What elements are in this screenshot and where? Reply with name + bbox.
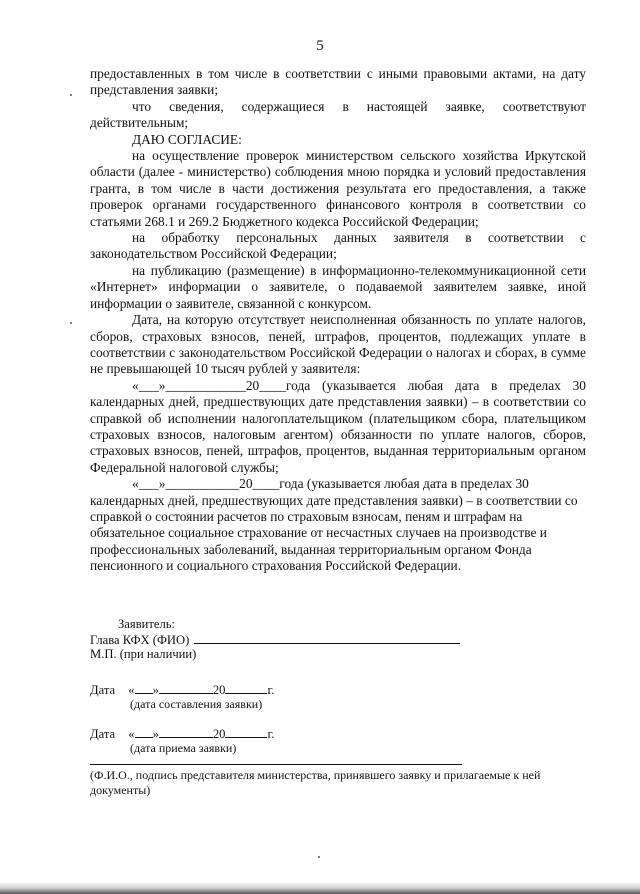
applicant-label: Заявитель: bbox=[118, 617, 175, 631]
scan-speck bbox=[70, 322, 72, 324]
paragraph-publication: на публикацию (размещение) в информационно-телекоммуникационной сети «Интернет» информации о заявителе, о подаваемой заявителем заявке, иной информации о заявителе, связанной с конкурсом. bbox=[90, 262, 586, 311]
head-label: Глава КФХ (ФИО) bbox=[90, 633, 190, 647]
paragraph-personal-data: на обработку персональных данных заявителя в соответствии с законодательством Российской Федерации; bbox=[90, 230, 586, 262]
year-line[interactable] bbox=[225, 682, 267, 694]
compiled-date-row: Дата « » 20 г. bbox=[90, 683, 275, 697]
head-row bbox=[90, 632, 590, 647]
paragraph-2: что сведения, содержащиеся в настоящей заявке, соответствуют действительным; bbox=[90, 98, 586, 131]
date-label: Дата bbox=[90, 683, 116, 697]
paragraph-inspections: на осуществление проверок министерством сельского хозяйства Иркутской области (далее - министерство) соблюдения мною порядка и условий предоставления гранта, в том числе в части достижения результата его предоставления, а также проверок органами государственного финансового контроля в соответствии со статьями 268.1 и 269.2 Бюджетного кодекса Российской Федерации; bbox=[90, 148, 586, 229]
body-text bbox=[90, 66, 586, 575]
consent-heading: ДАЮ СОГЛАСИЕ: bbox=[132, 131, 242, 147]
received-caption: (дата приема заявки) bbox=[130, 741, 237, 755]
day-line[interactable] bbox=[135, 726, 153, 738]
page-number: 5 bbox=[316, 38, 324, 54]
scan-speck bbox=[70, 94, 72, 96]
signature-block bbox=[90, 617, 590, 756]
date-label: Дата bbox=[90, 727, 116, 741]
month-line[interactable] bbox=[159, 726, 213, 738]
signature-line[interactable] bbox=[90, 764, 462, 765]
scan-edge bbox=[0, 882, 640, 894]
paragraph-tax-certificate: «___»____________20____года (указывается любая дата в пределах 30 календарных дней, предшествующих дате представления заявки) – в соответствии со справкой об исполнении налогоплательщиком (плательщиком сбора, плательщиком страховых взносов, налоговым агентом) обязанности по уплате налогов, сборов, страховых взносов, пеней, штрафов, процентов, выданная территориальным органом Федеральной налоговой службы; bbox=[90, 377, 586, 475]
paragraph-1: предоставленных в том числе в соответствии с иными правовыми актами, на дату представления заявки; bbox=[90, 66, 586, 98]
year-line[interactable] bbox=[225, 726, 267, 738]
compiled-caption: (дата составления заявки) bbox=[130, 697, 263, 711]
day-line[interactable] bbox=[135, 682, 153, 694]
representative-caption: (Ф.И.О., подпись представителя министерства, принявшего заявку и прилагаемые к ней документы) bbox=[90, 768, 541, 797]
scan-speck bbox=[318, 856, 320, 858]
month-line[interactable] bbox=[159, 682, 213, 694]
received-date-row: Дата « » 20 г. bbox=[90, 727, 275, 741]
paragraph-debt-date: Дата, на которую отсутствует неисполненная обязанность по уплате налогов, сборов, страховых взносов, пеней, штрафов, процентов, подлежащих уплате в соответствии с законодательством Российской Федерации о налогах и сборах, в сумме не превышающей 10 тысяч рублей у заявителя: bbox=[90, 312, 586, 377]
seal-label: М.П. (при наличии) bbox=[90, 647, 197, 661]
paragraph-insurance-certificate: «___»___________20____года (указывается любая дата в пределах 30 календарных дней, предшествующих дате представления заявки) – в соответствии со справкой о состоянии расчетов по страховым взносам, пеням и штрафам на обязательное социальное страхование от несчастных случаев на производстве и профессиональных заболеваний, выданная территориальным органом Фонда пенсионного и социального страхования Российской Федерации. bbox=[90, 476, 578, 574]
head-name-line[interactable] bbox=[194, 632, 460, 644]
